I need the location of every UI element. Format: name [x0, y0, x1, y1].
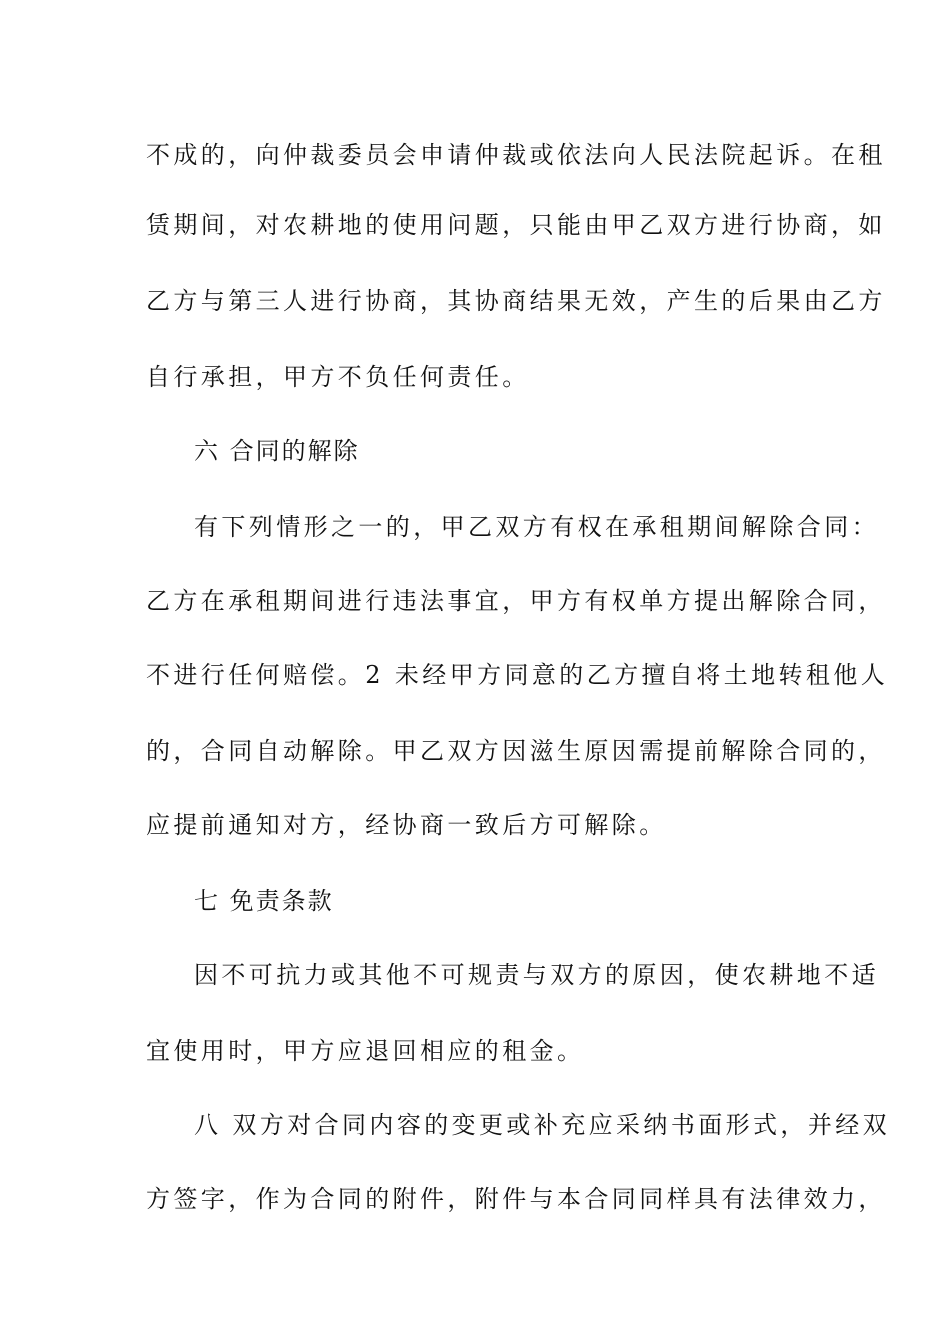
section-heading-6: 六 合同的解除	[194, 437, 360, 465]
paragraph-line: 不进行任何赔偿。2 未经甲方同意的乙方擅自将土地转租他人	[146, 661, 889, 689]
paragraph-line: 因不可抗力或其他不可规责与双方的原因，使农耕地不适	[194, 961, 879, 989]
paragraph-line: 赁期间，对农耕地的使用问题，只能由甲乙双方进行协商，如	[146, 211, 886, 239]
section-heading-7: 七 免责条款	[194, 887, 334, 915]
paragraph-line: 乙方在承租期间进行违法事宜，甲方有权单方提出解除合同，	[146, 587, 886, 615]
paragraph-line: 自行承担，甲方不负任何责任。	[146, 363, 530, 391]
paragraph-line: 有下列情形之一的，甲乙双方有权在承租期间解除合同：	[194, 513, 879, 541]
paragraph-line: 方签字，作为合同的附件，附件与本合同同样具有法律效力，	[146, 1185, 886, 1213]
paragraph-line: 的，合同自动解除。甲乙双方因滋生原因需提前解除合同的，	[146, 737, 886, 765]
paragraph-line: 不成的，向仲裁委员会申请仲裁或依法向人民法院起诉。在租	[146, 141, 886, 169]
section-heading-8: 八 双方对合同内容的变更或补充应采纳书面形式，并经双	[194, 1111, 891, 1139]
paragraph-line: 应提前通知对方，经协商一致后方可解除。	[146, 811, 667, 839]
paragraph-line: 宜使用时，甲方应退回相应的租金。	[146, 1037, 585, 1065]
paragraph-line: 乙方与第三人进行协商，其协商结果无效，产生的后果由乙方	[146, 287, 886, 315]
